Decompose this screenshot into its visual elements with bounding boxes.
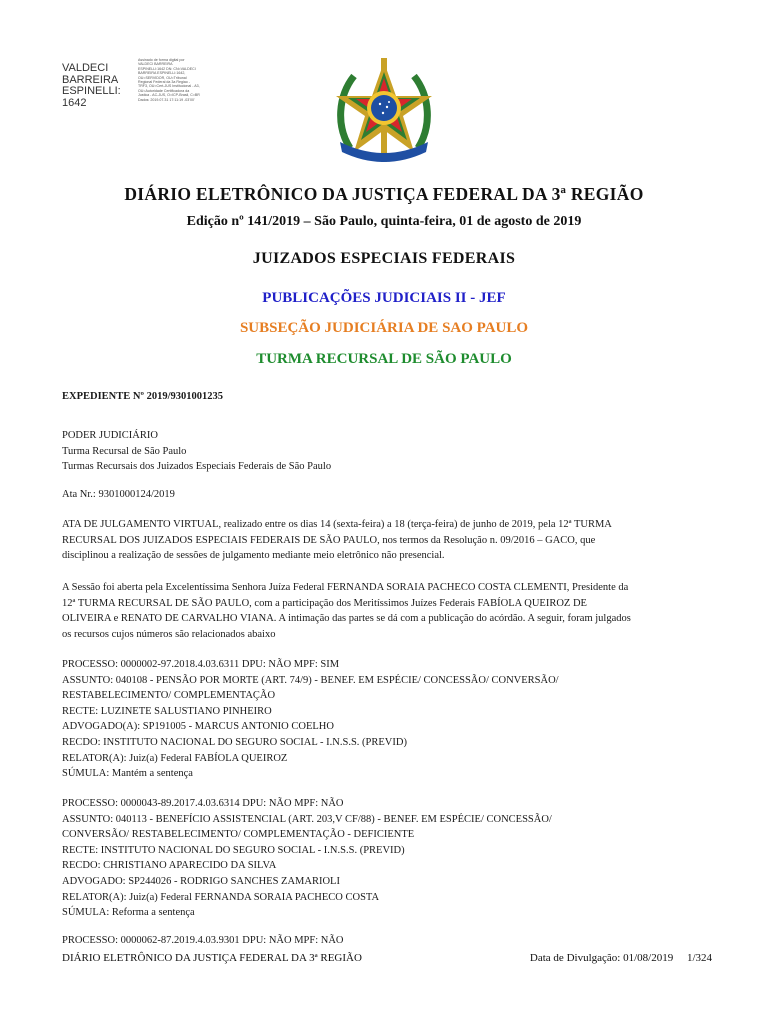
- processo-line: SÚMULA: Reforma a sentença: [62, 907, 195, 919]
- paragraph-line: ATA DE JULGAMENTO VIRTUAL, realizado entre os dias 14 (sexta-feira) a 18 (terça-feira) de junho de 2019, pela 12ª TURMA: [62, 519, 612, 530]
- edition-line: Edição nº 141/2019 – São Paulo, quinta-feira, 01 de agosto de 2019: [186, 214, 582, 229]
- footer-date-page: Data de Divulgação: 01/08/2019 1/324: [529, 952, 712, 964]
- paragraph-line: OLIVEIRA e RENATO DE CARVALHO VIANA. A intimação das partes se dá com a publicação do acórdão. A seguir, foram julgados: [62, 613, 631, 625]
- org-line: PODER JUDICIÁRIO: [62, 430, 158, 441]
- signature-fine-print: Assinado de forma digital por VALDECI BARREIRA ESPINELLI:1642 DN: CN=VALDECI BARREIRA ESPINELLI:1642, OU=SERVIDOR, OU=Tribunal Regional Federal da 3a Regiao - TRF3, OU=Cert-JUS Institucional - A3, OU=Autoridade Certificadora da Justica - AC-JUS, O=ICP-Brasil, C=BR Dados: 2019.07.31 17:11:19 -03'00': [138, 58, 200, 102]
- processo-entry: [62, 657, 712, 782]
- processo-line: SÚMULA: Mantém a sentença: [62, 768, 193, 780]
- processo-line: ASSUNTO: 040108 - PENSÃO POR MORTE (ART. 74/9) - BENEF. EM ESPÉCIE/ CONCESSÃO/ CONVERSÃO/: [62, 674, 559, 686]
- paragraph-line: 12ª TURMA RECURSAL DE SÃO PAULO, com a participação dos Meritíssimos Juízes Federais FABÍOLA QUEIROZ DE: [62, 597, 587, 609]
- processo-line: PROCESSO: 0000062-87.2019.4.03.9301 DPU: NÃO MPF: NÃO: [62, 935, 344, 946]
- processo-line: RECTE: LUZINETE SALUSTIANO PINHEIRO: [62, 705, 272, 717]
- paragraph-line: RECURSAL DOS JUIZADOS ESPECIAIS FEDERAIS DE SÃO PAULO, nos termos da Resolução n. 09/2016 – GACO, que: [62, 534, 596, 546]
- signature-line: 1642: [62, 96, 87, 109]
- brazil-coat-of-arms-icon: [330, 56, 438, 168]
- ata-number: Ata Nr.: 9301000124/2019: [62, 489, 175, 500]
- paragraph-line: A Sessão foi aberta pela Excelentíssima Senhora Juíza Federal FERNANDA SORAIA PACHECO COSTA CLEMENTI, Presidente da: [62, 582, 629, 593]
- signature-line: ESPINELLI:: [62, 85, 121, 97]
- processo-line: RELATOR(A): Juiz(a) Federal FERNANDA SORAIA PACHECO COSTA: [62, 891, 380, 903]
- processo-line: ADVOGADO(A): SP191005 - MARCUS ANTONIO COELHO: [62, 721, 334, 733]
- section-title: JUIZADOS ESPECIAIS FEDERAIS: [252, 250, 516, 267]
- publications-heading: PUBLICAÇÕES JUDICIAIS II - JEF: [262, 290, 506, 306]
- expediente-number: EXPEDIENTE Nº 2019/9301001235: [62, 391, 223, 402]
- org-line: Turma Recursal de São Paulo: [62, 445, 187, 457]
- sessao-paragraph: [62, 580, 712, 642]
- ata-paragraph: [62, 517, 712, 564]
- digital-signature: [62, 63, 142, 109]
- processo-line: ASSUNTO: 040113 - BENEFÍCIO ASSISTENCIAL (ART. 203,V CF/88) - BENEF. EM ESPÉCIE/ CONCESSÃO/: [62, 813, 552, 825]
- processo-line: RECDO: CHRISTIANO APARECIDO DA SILVA: [62, 860, 277, 872]
- processo-line: RECDO: INSTITUTO NACIONAL DO SEGURO SOCIAL - I.N.S.S. (PREVID): [62, 736, 407, 748]
- page-title: DIÁRIO ELETRÔNICO DA JUSTIÇA FEDERAL DA 3ª REGIÃO: [124, 184, 644, 204]
- paragraph-line: disciplinou a realização de sessões de julgamento mediante meio eletrônico não presencial.: [62, 550, 445, 562]
- signature-line: BARREIRA: [62, 73, 119, 86]
- footer-title: DIÁRIO ELETRÔNICO DA JUSTIÇA FEDERAL DA 3ª REGIÃO: [62, 952, 362, 964]
- processo-line: RECTE: INSTITUTO NACIONAL DO SEGURO SOCIAL - I.N.S.S. (PREVID): [62, 844, 405, 856]
- processo-line: RESTABELECIMENTO/ COMPLEMENTAÇÃO: [62, 690, 276, 702]
- processo-line: PROCESSO: 0000043-89.2017.4.03.6314 DPU: NÃO MPF: NÃO: [62, 798, 344, 809]
- organization-block: [62, 428, 712, 475]
- processo-line: RELATOR(A): Juiz(a) Federal FABÍOLA QUEIROZ: [62, 752, 288, 764]
- turma-heading: TURMA RECURSAL DE SÃO PAULO: [256, 351, 512, 367]
- processo-entry: [62, 933, 712, 949]
- org-line: Turmas Recursais dos Juizados Especiais Federais de São Paulo: [62, 461, 332, 473]
- processo-line: CONVERSÃO/ RESTABELECIMENTO/ COMPLEMENTAÇÃO - DEFICIENTE: [62, 829, 415, 841]
- processo-line: ADVOGADO: SP244026 - RODRIGO SANCHES ZAMARIOLI: [62, 875, 340, 887]
- processo-entry: [62, 796, 712, 921]
- signature-name: [62, 63, 142, 109]
- processo-line: PROCESSO: 0000002-97.2018.4.03.6311 DPU: NÃO MPF: SIM: [62, 659, 340, 670]
- subsecao-heading: SUBSEÇÃO JUDICIÁRIA DE SAO PAULO: [239, 320, 529, 336]
- paragraph-line: os recursos cujos números são relacionados abaixo: [62, 628, 276, 640]
- signature-line: VALDECI: [62, 62, 109, 74]
